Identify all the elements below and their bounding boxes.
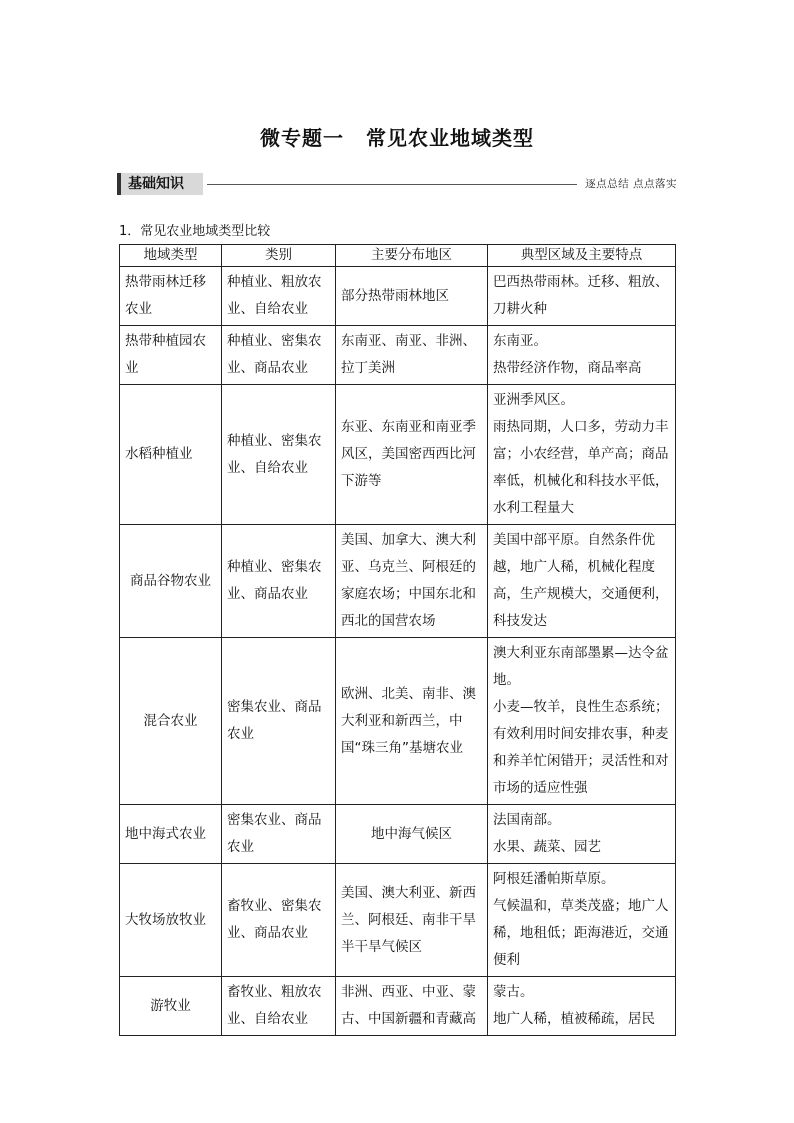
cell-type: 大牧场放牧业 [120, 864, 222, 977]
column-header: 主要分布地区 [336, 245, 488, 267]
cell-category: 畜牧业、粗放农业、自给农业 [222, 977, 336, 1036]
cell-features: 亚洲季风区。 雨热同期，人口多，劳动力丰富；小农经营，单产高；商品率低，机械化和科技水平低，水利工程量大 [488, 385, 676, 525]
cell-features: 法国南部。 水果、蔬菜、园艺 [488, 805, 676, 864]
table-row [120, 805, 676, 864]
table-row [120, 267, 676, 326]
table-header-row [120, 245, 676, 267]
cell-category: 种植业、密集农业、商品农业 [222, 326, 336, 385]
cell-category: 种植业、粗放农业、自给农业 [222, 267, 336, 326]
cell-features: 阿根廷潘帕斯草原。 气候温和，草类茂盛；地广人稀，地租低；距海港近，交通便利 [488, 864, 676, 977]
cell-region: 东亚、东南亚和南亚季风区，美国密西西比河下游等 [336, 385, 488, 525]
cell-region: 美国、澳大利亚、新西兰、阿根廷、南非干旱半干旱气候区 [336, 864, 488, 977]
cell-type: 热带种植园农业 [120, 326, 222, 385]
section-divider [207, 184, 577, 185]
section-tab-label: 基础知识 [117, 173, 203, 195]
cell-region: 美国、加拿大、澳大利亚、乌克兰、阿根廷的家庭农场；中国东北和西北的国营农场 [336, 525, 488, 638]
cell-region: 非洲、西亚、中亚、蒙古、中国新疆和青藏高 [336, 977, 488, 1036]
cell-features: 美国中部平原。自然条件优越，地广人稀，机械化程度高，生产规模大，交通便利，科技发达 [488, 525, 676, 638]
table-row [120, 977, 676, 1036]
cell-region: 部分热带雨林地区 [336, 267, 488, 326]
cell-type: 热带雨林迁移农业 [120, 267, 222, 326]
title-part-1: 微专题一 [260, 126, 344, 150]
cell-features: 东南亚。 热带经济作物，商品率高 [488, 326, 676, 385]
cell-region: 欧洲、北美、南非、澳大利亚和新西兰，中国“珠三角”基塘农业 [336, 638, 488, 805]
comparison-table [119, 244, 676, 1036]
cell-category: 密集农业、商品农业 [222, 638, 336, 805]
section-header [117, 173, 677, 195]
cell-type: 混合农业 [120, 638, 222, 805]
column-header: 地域类型 [120, 245, 222, 267]
cell-category: 种植业、密集农业、自给农业 [222, 385, 336, 525]
cell-type: 商品谷物农业 [120, 525, 222, 638]
table-row [120, 385, 676, 525]
cell-features: 澳大利亚东南部墨累—达令盆地。 小麦—牧羊，良性生态系统；有效利用时间安排农事，种麦和养羊忙闲错开；灵活性和对市场的适应性强 [488, 638, 676, 805]
page-title [0, 122, 794, 151]
table-row [120, 326, 676, 385]
cell-region: 东南亚、南亚、非洲、拉丁美洲 [336, 326, 488, 385]
title-part-2: 常见农业地域类型 [366, 126, 534, 150]
cell-category: 密集农业、商品农业 [222, 805, 336, 864]
section-right-caption: 逐点总结 点点落实 [585, 178, 677, 190]
cell-features: 巴西热带雨林。迁移、粗放、刀耕火种 [488, 267, 676, 326]
cell-type: 游牧业 [120, 977, 222, 1036]
cell-type: 水稻种植业 [120, 385, 222, 525]
column-header: 典型区域及主要特点 [488, 245, 676, 267]
column-header: 类别 [222, 245, 336, 267]
table-row [120, 525, 676, 638]
cell-features: 蒙古。 地广人稀，植被稀疏，居民 [488, 977, 676, 1036]
cell-category: 畜牧业、密集农业、商品农业 [222, 864, 336, 977]
table-heading: 1．常见农业地域类型比较 [119, 224, 271, 239]
table-row [120, 638, 676, 805]
cell-type: 地中海式农业 [120, 805, 222, 864]
cell-category: 种植业、密集农业、商品农业 [222, 525, 336, 638]
cell-region: 地中海气候区 [336, 805, 488, 864]
table-row [120, 864, 676, 977]
